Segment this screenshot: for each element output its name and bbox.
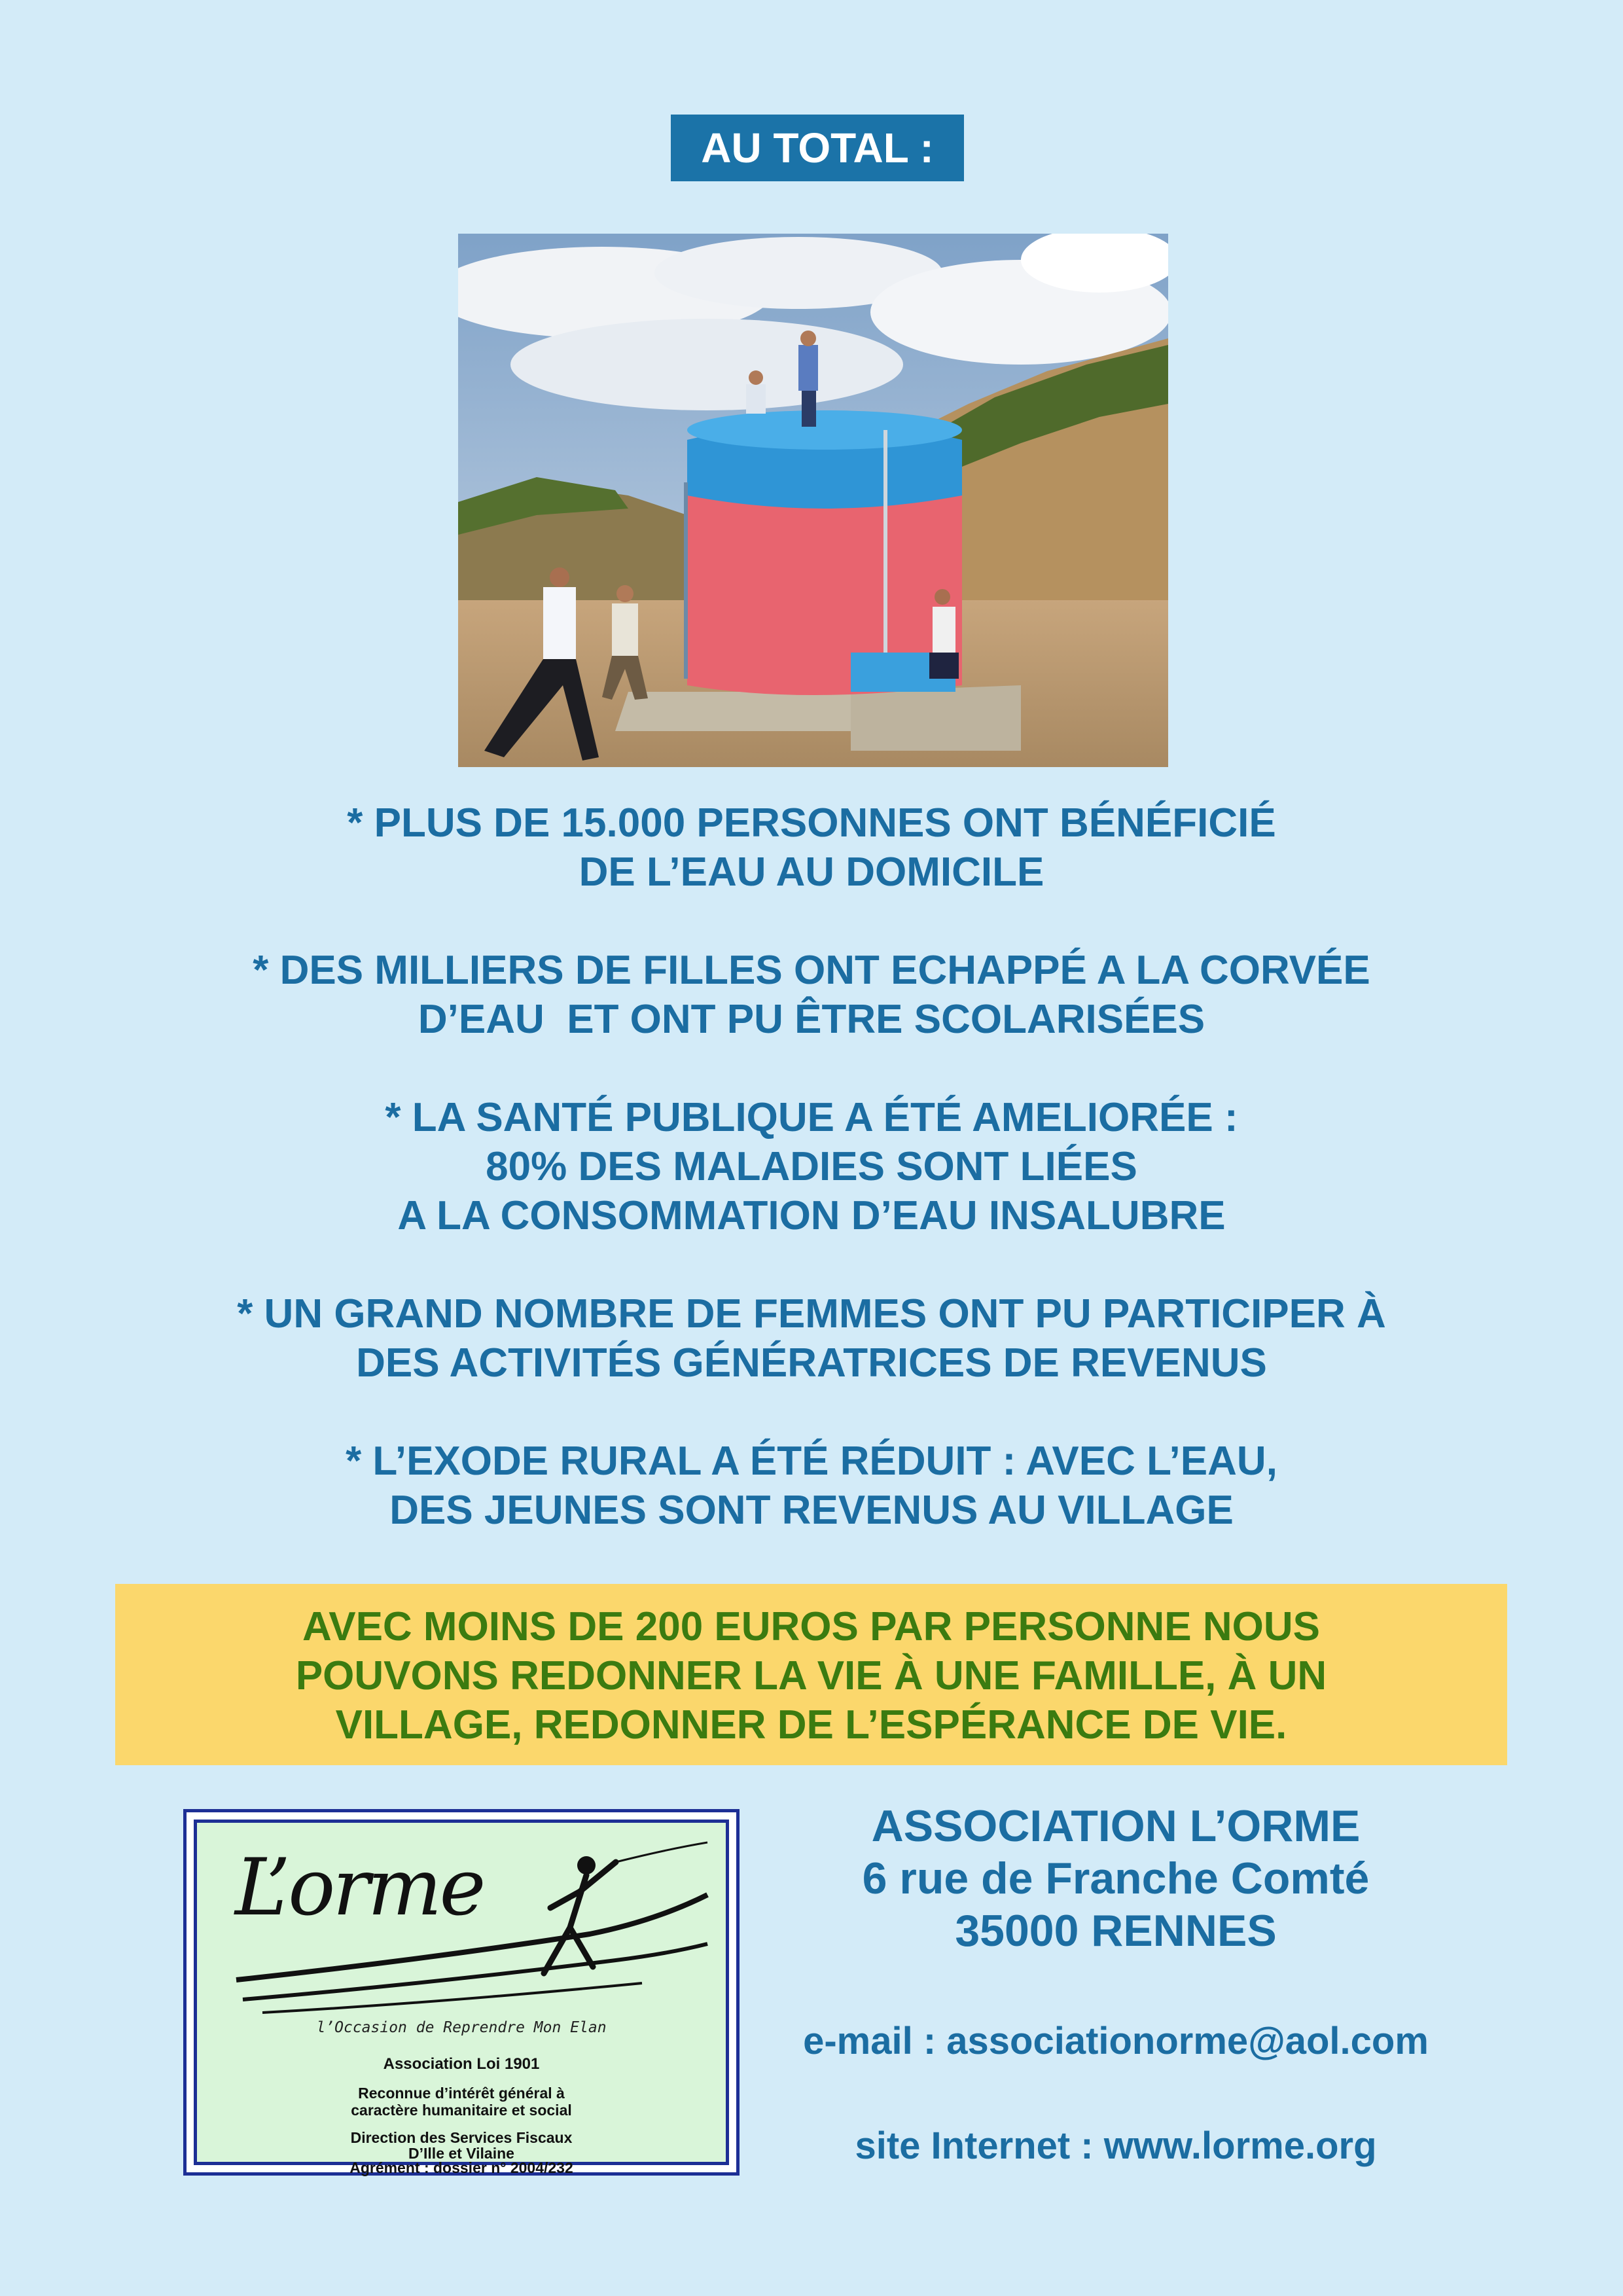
fact-girls-schooling: * DES MILLIERS DE FILLES ONT ECHAPPÉ A LA CORVÉE D’EAU ET ONT PU ÊTRE SCOLARISÉES [253, 948, 1370, 1042]
water-tower-photo [458, 234, 1168, 767]
contact-website-link[interactable]: site Internet : www.lorme.org [855, 2125, 1377, 2167]
contact-block [753, 1800, 1479, 2167]
contact-org-name: ASSOCIATION L’ORME [871, 1801, 1361, 1851]
logo-legal-approval: Agrément : dossier n° 2004/232 [349, 2159, 573, 2176]
logo-legal-status: Association Loi 1901 [383, 2055, 540, 2073]
logo-legal-tax-2: D’Ille et Vilaine [408, 2145, 514, 2162]
association-logo-card [183, 1809, 740, 2176]
contact-city: 35000 RENNES [955, 1906, 1277, 1956]
benefits-list [0, 798, 1623, 1535]
fact-beneficiaries: * PLUS DE 15.000 PERSONNES ONT BÉNÉFICIÉ DE L’EAU AU DOMICILE [347, 800, 1276, 895]
fact-women-activities: * UN GRAND NOMBRE DE FEMMES ONT PU PARTICIPER À DES ACTIVITÉS GÉNÉRATRICES DE REVENUS [237, 1291, 1386, 1386]
contact-email-link[interactable]: e-mail : associationorme@aol.com [803, 2020, 1429, 2062]
contact-street: 6 rue de Franche Comté [862, 1854, 1370, 1903]
logo-tagline: l’Occasion de Reprendre Mon Elan [316, 2019, 607, 2036]
page-title: AU TOTAL : [671, 115, 964, 181]
logo-legal-recognition-2: caractère humanitaire et social [351, 2102, 572, 2119]
fact-rural-exodus: * L’EXODE RURAL A ÉTÉ RÉDUIT : AVEC L’EAU, DES JEUNES SONT REVENUS AU VILLAGE [346, 1439, 1277, 1533]
logo-wordmark: L’orme [235, 1842, 484, 1933]
fact-public-health: * LA SANTÉ PUBLIQUE A ÉTÉ AMELIORÉE : 80% DES MALADIES SONT LIÉES A LA CONSOMMATION D’EAU INSALUBRE [385, 1095, 1238, 1238]
logo-legal-recognition-1: Reconnue d’intérêt général à [358, 2085, 565, 2102]
logo-legal-tax-1: Direction des Services Fiscaux [350, 2129, 573, 2146]
donation-callout: AVEC MOINS DE 200 EUROS PAR PERSONNE NOUS POUVONS REDONNER LA VIE À UNE FAMILLE, À UN VILLAGE, REDONNER DE L’ESPÉRANCE DE VIE. [115, 1584, 1507, 1765]
